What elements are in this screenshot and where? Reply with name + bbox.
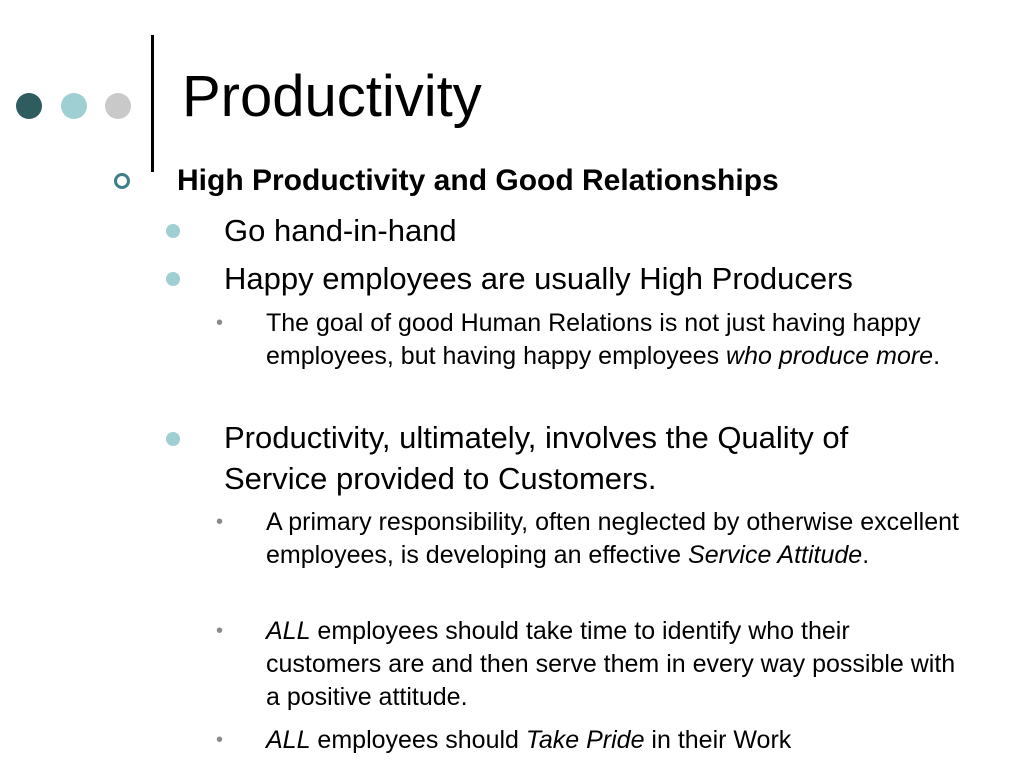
dot-bullet-icon — [166, 432, 180, 446]
sub-text: employees should take time to identify who their customers are and then serve them in every way possible with a positive attitude. — [266, 617, 956, 711]
dot-bullet-icon — [166, 272, 180, 286]
sub-text: A primary responsibility, often neglected by otherwise excellent employees, is developing an effective — [266, 508, 959, 569]
list-item: Go hand-in-hand — [224, 213, 457, 248]
list-item: Productivity, ultimately, involves the Quality of Service provided to Customers. — [224, 420, 849, 496]
small-bullet-icon: • — [216, 312, 224, 334]
emphasis-text: Take Pride — [525, 726, 645, 754]
sub-text: employees should — [310, 726, 526, 754]
small-bullet-icon: • — [216, 729, 224, 751]
slide-heading: High Productivity and Good Relationships — [177, 164, 779, 197]
ring-bullet-icon — [114, 173, 130, 189]
small-bullet-icon: • — [216, 511, 224, 533]
emphasis-text: Service Attitude — [688, 541, 863, 569]
dark-teal-dot-icon — [16, 93, 42, 119]
sub-list-item — [266, 615, 956, 714]
gray-dot-icon — [105, 93, 131, 119]
emphasis-text: who produce more — [726, 342, 934, 370]
title-divider — [151, 35, 154, 172]
dot-bullet-icon — [166, 224, 180, 238]
slide-title: Productivity — [182, 64, 482, 129]
emphasis-text: ALL — [266, 726, 311, 754]
sub-text: in their Work — [644, 726, 792, 754]
sub-list-item — [266, 307, 986, 373]
sub-text: . — [933, 342, 941, 370]
sub-text: . — [862, 541, 870, 569]
small-bullet-icon: • — [216, 620, 224, 642]
emphasis-text: ALL — [266, 617, 311, 645]
light-teal-dot-icon — [61, 93, 87, 119]
sub-text: The goal of good Human Relations is not just having happy employees, but having happy employees — [266, 309, 921, 370]
list-item: Happy employees are usually High Producers — [224, 261, 853, 296]
sub-list-item — [266, 506, 986, 572]
sub-list-item — [266, 724, 986, 757]
